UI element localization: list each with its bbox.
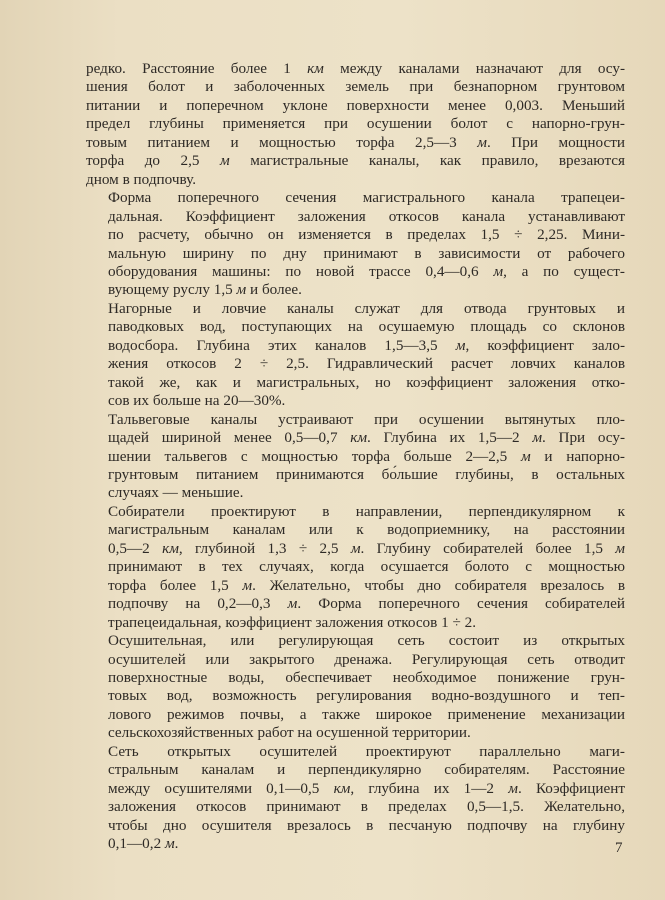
- text-line: питании и поперечном уклоне поверхности менее 0,003. Меньший: [86, 96, 625, 114]
- text-line: принимают в тех случаях, когда осушается болото с мощностью: [108, 558, 625, 576]
- text-line: Форма поперечного сечения магистрального канала трапецеи-: [108, 189, 625, 207]
- text-line: оборудования машины: по новой трассе 0,4—0,6 м, а по сущест-: [108, 262, 625, 280]
- text-line: дальная. Коэффициент заложения откосов канала устанавливают: [108, 207, 625, 225]
- text-line: сов их больше на 20—30%.: [108, 392, 286, 410]
- text-line: шения болот и заболоченных земель при безнапорном грунтовом: [86, 78, 625, 96]
- text-line: Тальвеговые каналы устраивают при осушении вытянутых пло-: [108, 410, 625, 428]
- paragraph: [86, 632, 625, 743]
- text-line: подпочву на 0,2—0,3 м. Форма поперечного сечения собирателей: [108, 595, 626, 613]
- text-line: паводковых вод, поступающих на осушаемую площадь со склонов: [108, 318, 625, 336]
- text-line: лового режимов почвы, а также широкое применение механизации: [108, 705, 625, 723]
- paragraph: [86, 300, 625, 411]
- text-line: 0,5—2 км, глубиной 1,3 ÷ 2,5 м. Глубину собирателей более 1,5 м: [108, 539, 625, 557]
- text-line: мальную ширину по дну принимают в зависимости от рабочего: [108, 244, 625, 262]
- text-line: 0,1—0,2 м.: [108, 835, 179, 853]
- text-line: стральным каналам и перпендикулярно собирателям. Расстояние: [108, 761, 625, 779]
- page-number: 7: [615, 840, 623, 856]
- text-line: редко. Расстояние более 1 км между каналами назначают для осу-: [86, 60, 625, 77]
- text-line: жения откосов 2 ÷ 2,5. Гидравлический расчет ловчих каналов: [108, 355, 625, 373]
- text-line: заложения откосов принимают в пределах 0,5—1,5. Желательно,: [108, 798, 625, 816]
- text-line: поверхностные воды, обеспечивает необходимое понижение грун-: [108, 668, 625, 686]
- text-line: вующему руслу 1,5 м и более.: [108, 281, 302, 299]
- text-line: сельскохозяйственных работ на осушенной территории.: [108, 724, 471, 742]
- paragraph: [86, 189, 625, 300]
- text-line: Собиратели проектируют в направлении, перпендикулярном к: [108, 502, 625, 520]
- text-line: случаях — меньшие.: [108, 484, 244, 502]
- text-line: торфа до 2,5 м магистральные каналы, как правило, врезаются: [86, 152, 625, 170]
- text-line: щадей шириной менее 0,5—0,7 км. Глубина их 1,5—2 м. При осу-: [108, 429, 626, 447]
- paragraph: [86, 743, 625, 854]
- text-line: торфа более 1,5 м. Желательно, чтобы дно собирателя врезалось в: [108, 576, 625, 594]
- text-line: Осушительная, или регулирующая сеть состоит из открытых: [108, 632, 625, 650]
- text-line: Нагорные и ловчие каналы служат для отвода грунтовых и: [108, 299, 625, 317]
- text-line: водосбора. Глубина этих каналов 1,5—3,5 м, коэффициент зало-: [108, 336, 626, 354]
- text-line: грунтовым питанием принимаются бо́льшие глубины, в остальных: [108, 465, 625, 483]
- text-line: трапецеидальная, коэффициент заложения откосов 1 ÷ 2.: [108, 613, 477, 631]
- paragraph: [86, 60, 625, 189]
- text-line: осушителей или закрытого дренажа. Регулирующая сеть отводит: [108, 650, 625, 668]
- text-line: Сеть открытых осушителей проектируют параллельно маги-: [108, 742, 625, 760]
- paragraph: [86, 411, 625, 503]
- text-line: по расчету, обычно он изменяется в пределах 1,5 ÷ 2,25. Мини-: [108, 226, 625, 244]
- text-line: предел глубины применяется при осушении болот с напорно-грун-: [86, 115, 625, 133]
- text-line: чтобы дно осушителя врезалось в песчаную подпочву на глубину: [108, 816, 625, 834]
- text-line: между осушителями 0,1—0,5 км, глубина их 1—2 м. Коэффициент: [108, 779, 626, 797]
- text-line: шении тальвегов с мощностью торфа больше 2—2,5 м и напорно-: [108, 447, 625, 465]
- text-line: магистральным каналам или к водоприемнику, на расстоянии: [108, 521, 625, 539]
- page-body-text: [86, 60, 625, 853]
- paragraph: [86, 503, 625, 632]
- text-line: товых вод, возможность регулирования водно-воздушного и теп-: [108, 687, 625, 705]
- text-line: такой же, как и магистральных, но коэффициент заложения отко-: [108, 373, 625, 391]
- text-line: товым питанием и мощностью торфа 2,5—3 м. При мощности: [86, 133, 625, 151]
- text-line: дном в подпочву.: [86, 170, 197, 188]
